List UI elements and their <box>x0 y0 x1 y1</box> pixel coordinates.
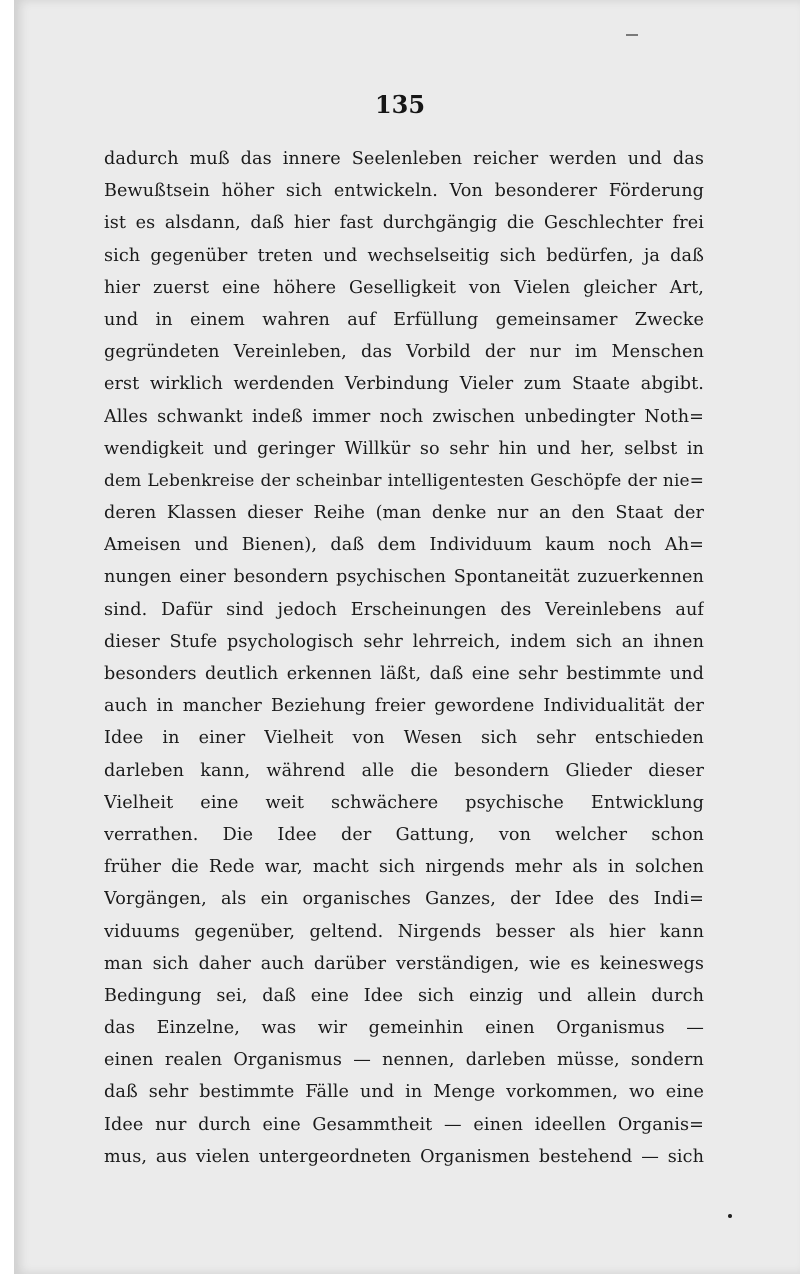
scan-speck <box>728 1214 732 1218</box>
text-line: Bewußtsein höher sich entwickeln. Von besonderer Förderung <box>104 181 704 202</box>
text-line: gegründeten Vereinleben, das Vorbild der nur im Menschen <box>104 342 704 363</box>
text-line: dem Lebenkreise der scheinbar intelligentesten Geschöpfe der nie= <box>104 470 704 491</box>
text-line: erst wirklich werdenden Verbindung Vieler zum Staate abgibt. <box>104 374 704 395</box>
text-line: daß sehr bestimmte Fälle und in Menge vorkommen, wo eine <box>104 1082 704 1103</box>
body-text <box>104 143 704 1173</box>
text-line: besonders deutlich erkennen läßt, daß eine sehr bestimmte und <box>104 664 704 684</box>
text-line: Bedingung sei, daß eine Idee sich einzig und allein durch <box>104 985 704 1006</box>
text-line: Ameisen und Bienen), daß dem Individuum kaum noch Ah= <box>104 535 704 556</box>
text-line: Idee in einer Vielheit von Wesen sich sehr entschieden <box>104 728 704 749</box>
text-line: hier zuerst eine höhere Geselligkeit von Vielen gleicher Art, <box>104 277 704 298</box>
text-line: mus, aus vielen untergeordneten Organismen bestehend — sich <box>104 1146 704 1167</box>
text-line: sich gegenüber treten und wechselseitig sich bedürfen, ja daß <box>104 245 704 266</box>
scan-mark <box>626 34 638 36</box>
text-line: Vorgängen, als ein organisches Ganzes, der Idee des Indi= <box>104 889 704 910</box>
text-line: das Einzelne, was wir gemeinhin einen Organismus — <box>104 1018 704 1039</box>
text-line: nungen einer besondern psychischen Spontaneität zuzuerkennen <box>104 567 704 588</box>
text-line: Alles schwankt indeß immer noch zwischen unbedingter Noth= <box>104 406 704 427</box>
text-line: viduums gegenüber, geltend. Nirgends besser als hier kann <box>104 921 704 942</box>
text-line: wendigkeit und geringer Willkür so sehr hin und her, selbst in <box>104 438 704 459</box>
text-line: auch in mancher Beziehung freier gewordene Individualität der <box>104 696 704 717</box>
text-line: Idee nur durch eine Gesammtheit — einen ideellen Organis= <box>104 1114 704 1135</box>
text-line: früher die Rede war, macht sich nirgends mehr als in solchen <box>104 857 704 878</box>
text-line: deren Klassen dieser Reihe (man denke nur an den Staat der <box>104 503 704 524</box>
text-line: und in einem wahren auf Erfüllung gemeinsamer Zwecke <box>104 309 704 330</box>
text-line: dieser Stufe psychologisch sehr lehrreich, indem sich an ihnen <box>104 631 704 652</box>
text-line: dadurch muß das innere Seelenleben reicher werden und das <box>104 149 704 169</box>
text-line: Vielheit eine weit schwächere psychische Entwicklung <box>104 792 704 813</box>
text-line: sind. Dafür sind jedoch Erscheinungen des Vereinlebens auf <box>104 599 704 620</box>
text-line: ist es alsdann, daß hier fast durchgängig die Geschlechter frei <box>104 213 704 234</box>
text-line: verrathen. Die Idee der Gattung, von welcher schon <box>104 824 704 845</box>
text-line: darleben kann, während alle die besondern Glieder dieser <box>104 760 704 781</box>
text-line: man sich daher auch darüber verständigen, wie es keineswegs <box>104 953 704 974</box>
text-line: einen realen Organismus — nennen, darleben müsse, sondern <box>104 1050 704 1071</box>
page-number: 135 <box>374 90 426 119</box>
